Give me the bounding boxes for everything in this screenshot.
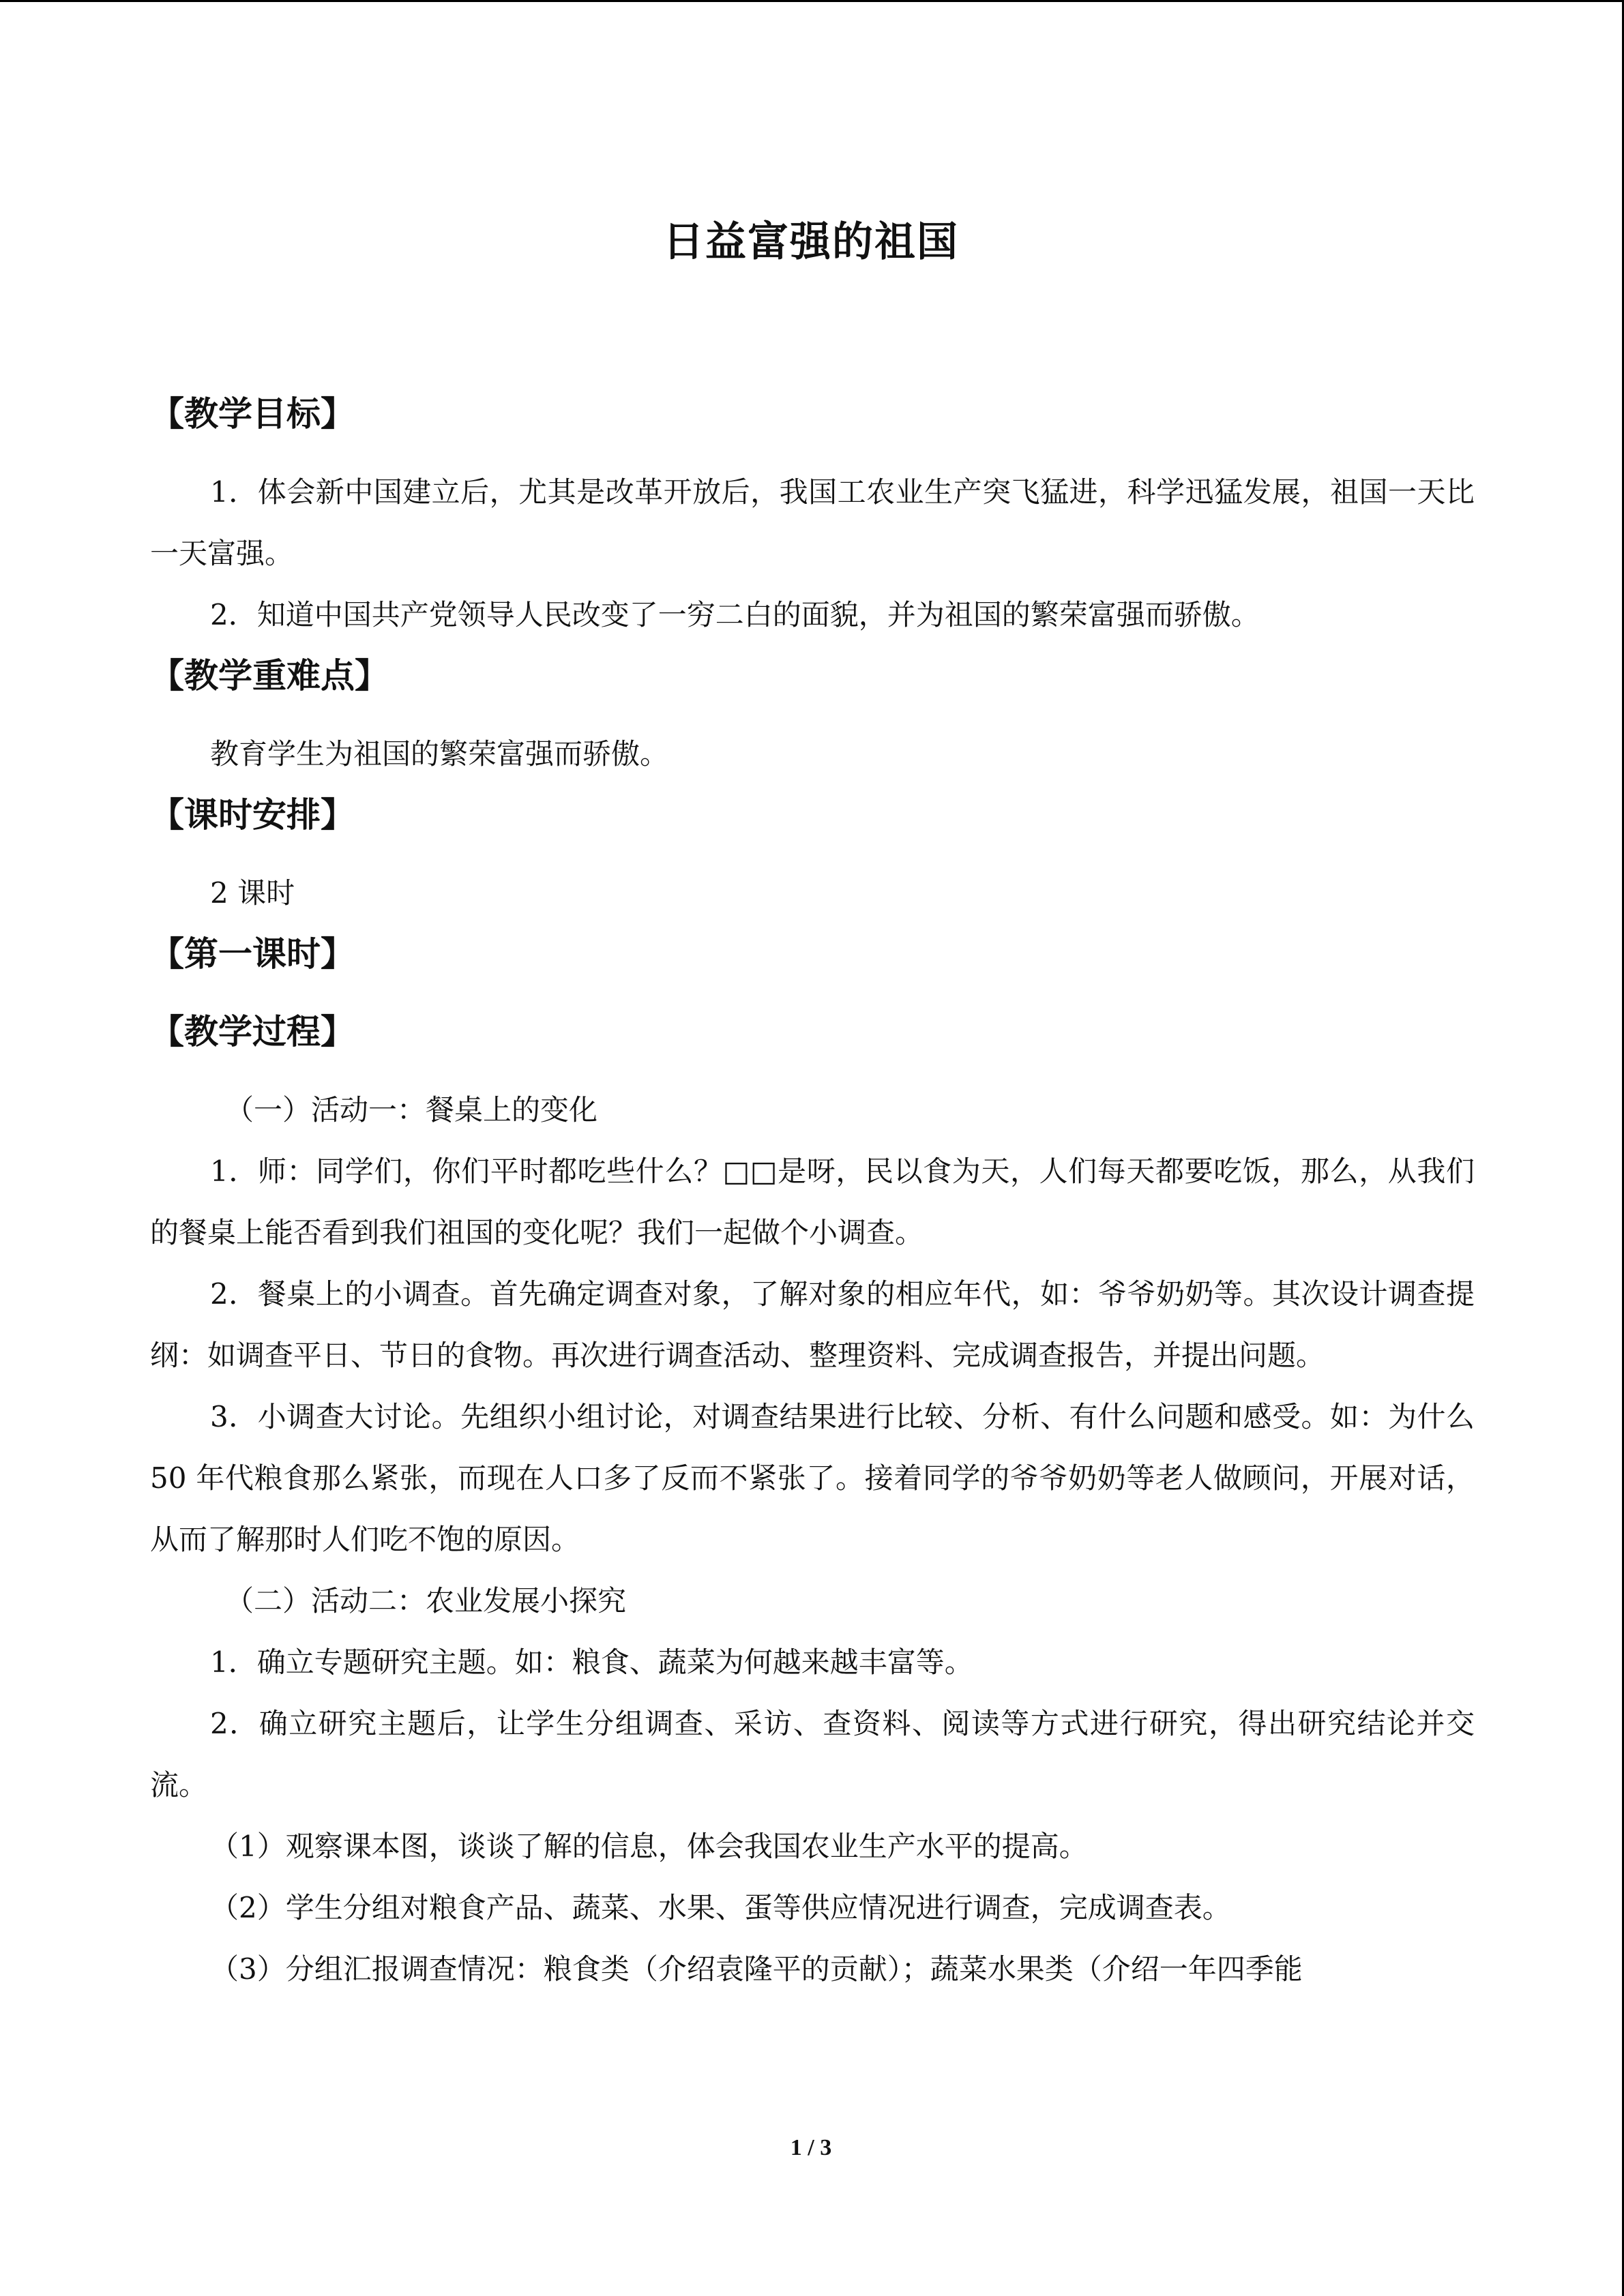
page-number: 1 / 3 [790,2135,832,2160]
goal-item-1: 1．体会新中国建立后，尤其是改革开放后，我国工农业生产突飞猛进，科学迅猛发展，祖国一天比一天富强。 [150,475,1475,570]
heading-schedule: 【课时安排】 [150,795,355,835]
activity-2-subitem-3: （3）分组汇报调查情况：粮食类（介绍袁隆平的贡献）；蔬菜水果类（介绍一年四季能 [210,1952,1303,1986]
activity-2-subitem-2: （2）学生分组对粮食产品、蔬菜、水果、蛋等供应情况进行调查，完成调查表。 [210,1891,1231,1924]
document-title: 日益富强的祖国 [663,218,959,266]
activity-1-paragraph-3: 3．小调查大讨论。先组织小组讨论，对调查结果进行比较、分析、有什么问题和感受。如：为什么 50 年代粮食那么紧张，而现在人口多了反而不紧张了。接着同学的爷爷奶奶等老人做顾问，开展对话，从而了解那时人们吃不饱的原因。 [150,1400,1475,1556]
schedule-text: 2 课时 [210,876,295,910]
heading-teaching-goals: 【教学目标】 [150,394,355,434]
activity-2-subitem-1: （1）观察课本图，谈谈了解的信息，体会我国农业生产水平的提高。 [210,1830,1088,1863]
activity-1-paragraph-2: 2．餐桌上的小调查。首先确定调查对象，了解对象的相应年代，如：爷爷奶奶等。其次设计调查提纲：如调查平日、节日的食物。再次进行调查活动、整理资料、完成调查报告，并提出问题。 [150,1277,1475,1372]
heading-first-lesson: 【第一课时】 [150,934,355,974]
activity-2-paragraph-2: 2．确立研究主题后，让学生分组调查、采访、查资料、阅读等方式进行研究，得出研究结论并交流。 [150,1707,1475,1802]
key-points-text: 教育学生为祖国的繁荣富强而骄傲。 [210,737,669,771]
document-body [150,384,1475,2000]
activity-1-title: （一）活动一：餐桌上的变化 [225,1093,598,1127]
goal-item-2: 2．知道中国共产党领导人民改变了一穷二白的面貌，并为祖国的繁荣富强而骄傲。 [210,598,1260,631]
activity-2-title: （二）活动二：农业发展小探究 [225,1584,627,1617]
heading-key-points: 【教学重难点】 [150,656,389,696]
activity-2-paragraph-1: 1．确立专题研究主题。如：粮食、蔬菜为何越来越丰富等。 [210,1645,973,1679]
heading-teaching-process: 【教学过程】 [150,1012,355,1052]
activity-1-paragraph-1: 1．师：同学们，你们平时都吃些什么？□□是呀，民以食为天，人们每天都要吃饭，那么，从我们的餐桌上能否看到我们祖国的变化呢？我们一起做个小调查。 [150,1154,1475,1249]
